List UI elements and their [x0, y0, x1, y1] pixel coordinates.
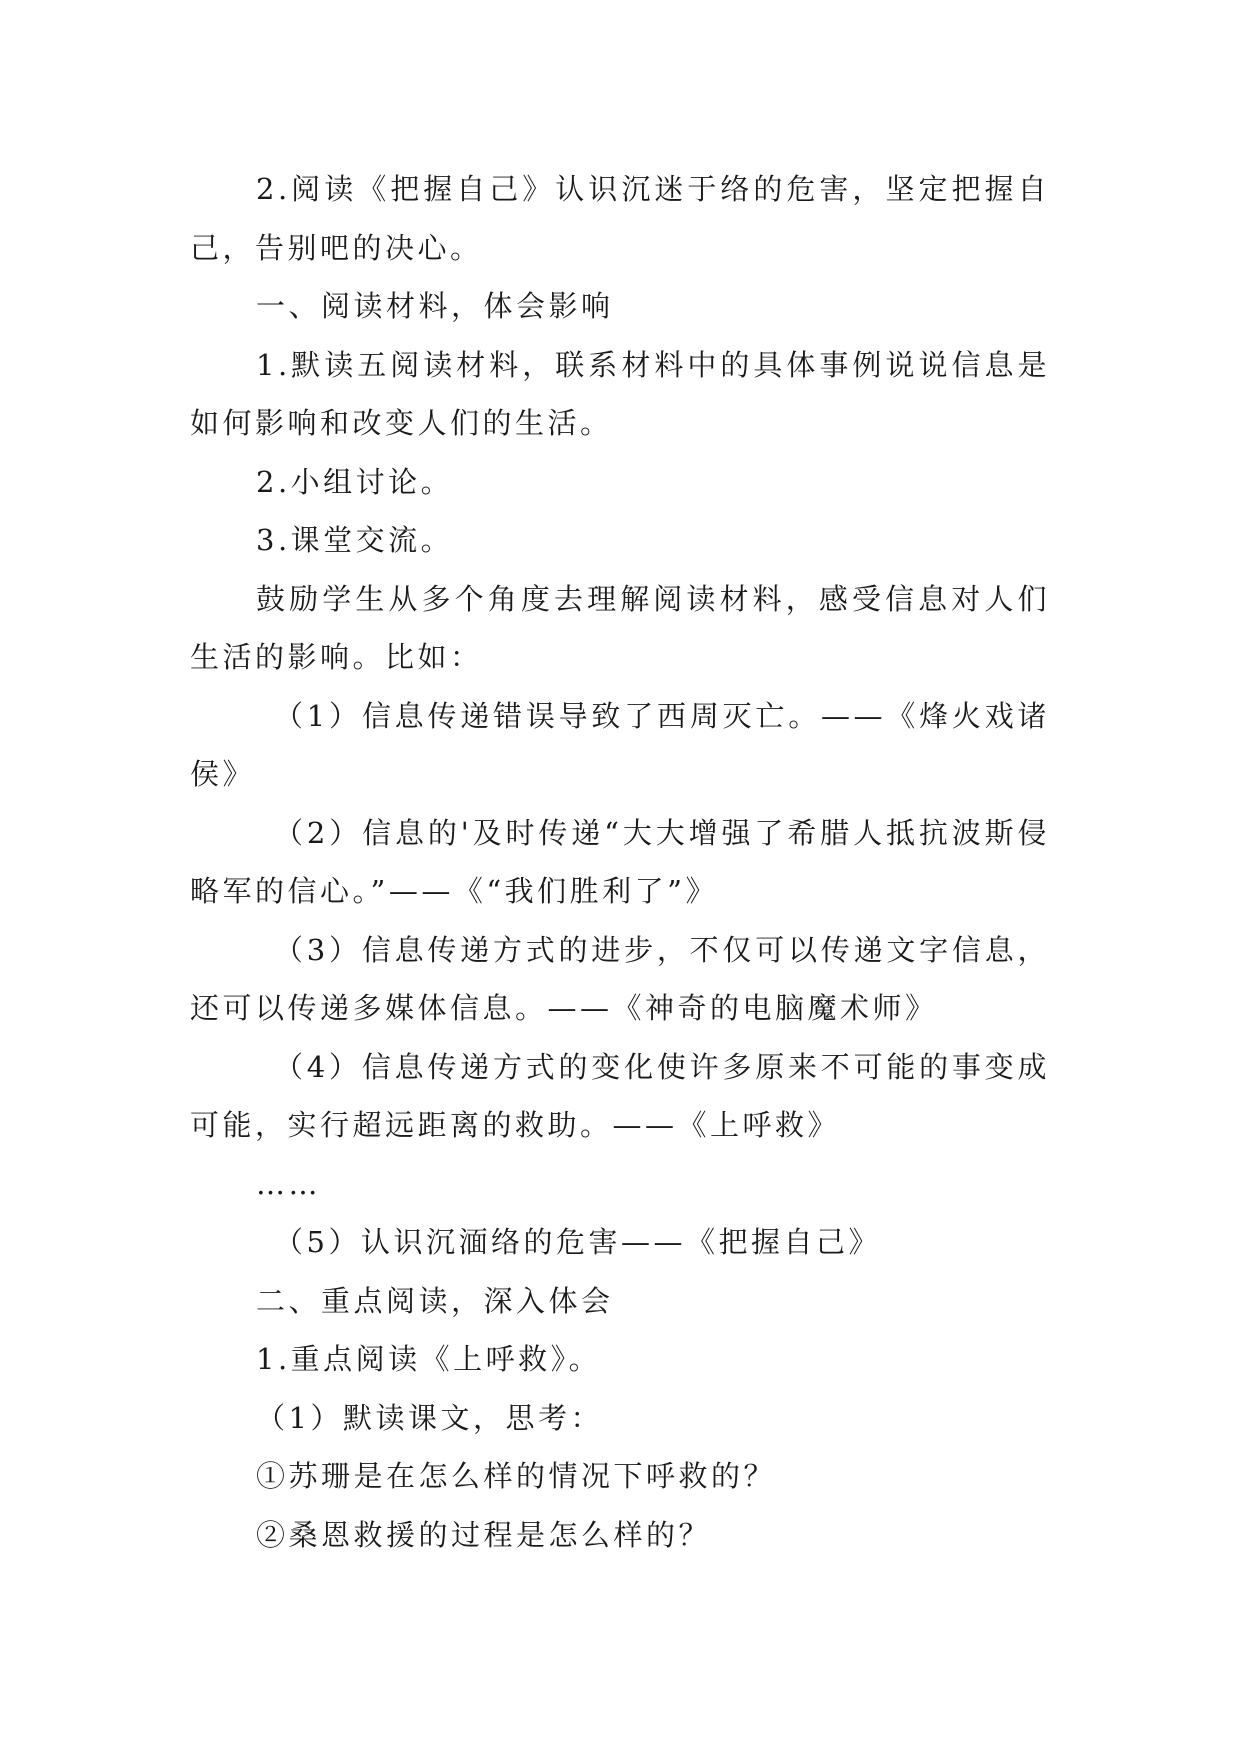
paragraph-goal-2: 2.阅读《把握自己》认识沉迷于络的危害，坚定把握自己，告别吧的决心。: [190, 172, 1050, 265]
question-1: ①苏珊是在怎么样的情况下呼救的？: [256, 1459, 777, 1493]
question-2: ②桑恩救援的过程是怎么样的？: [256, 1517, 712, 1552]
paragraph-step-1: 1.默读五阅读材料，联系材料中的具体事例说说信息是如何影响和改变人们的生活。: [190, 347, 1050, 440]
list-item-4: （4）信息传递方式的变化使许多原来不可能的事变成可能，实行超远距离的救助。——《上呼救》: [190, 1049, 1050, 1142]
list-item-1: （1）信息传递错误导致了西周灭亡。——《烽火戏诸侯》: [190, 698, 1050, 791]
paragraph-step-2: 2.小组讨论。: [256, 464, 454, 499]
ellipsis: ……: [256, 1166, 321, 1201]
section-heading-2: 二、重点阅读，深入体会: [256, 1283, 614, 1318]
paragraph-focus-reading: 1.重点阅读《上呼救》。: [256, 1342, 602, 1376]
list-item-3: （3）信息传递方式的进步，不仅可以传递文字信息，还可以传递多媒体信息。——《神奇的电脑魔术师》: [190, 932, 1050, 1025]
paragraph-question-intro: （1）默读课文，思考：: [256, 1400, 603, 1435]
document-body: [190, 160, 1050, 1564]
list-item-5: （5）认识沉湎络的危害——《把握自己》: [274, 1225, 881, 1259]
list-item-2: （2）信息的'及时传递“大大增强了希腊人抵抗波斯侵略军的信心。”——《“我们胜利了”》: [190, 815, 1050, 908]
paragraph-step-3: 3.课堂交流。: [256, 523, 454, 557]
section-heading-1: 一、阅读材料，体会影响: [256, 289, 614, 323]
paragraph-encourage: 鼓励学生从多个角度去理解阅读材料，感受信息对人们生活的影响。比如：: [190, 581, 1050, 674]
